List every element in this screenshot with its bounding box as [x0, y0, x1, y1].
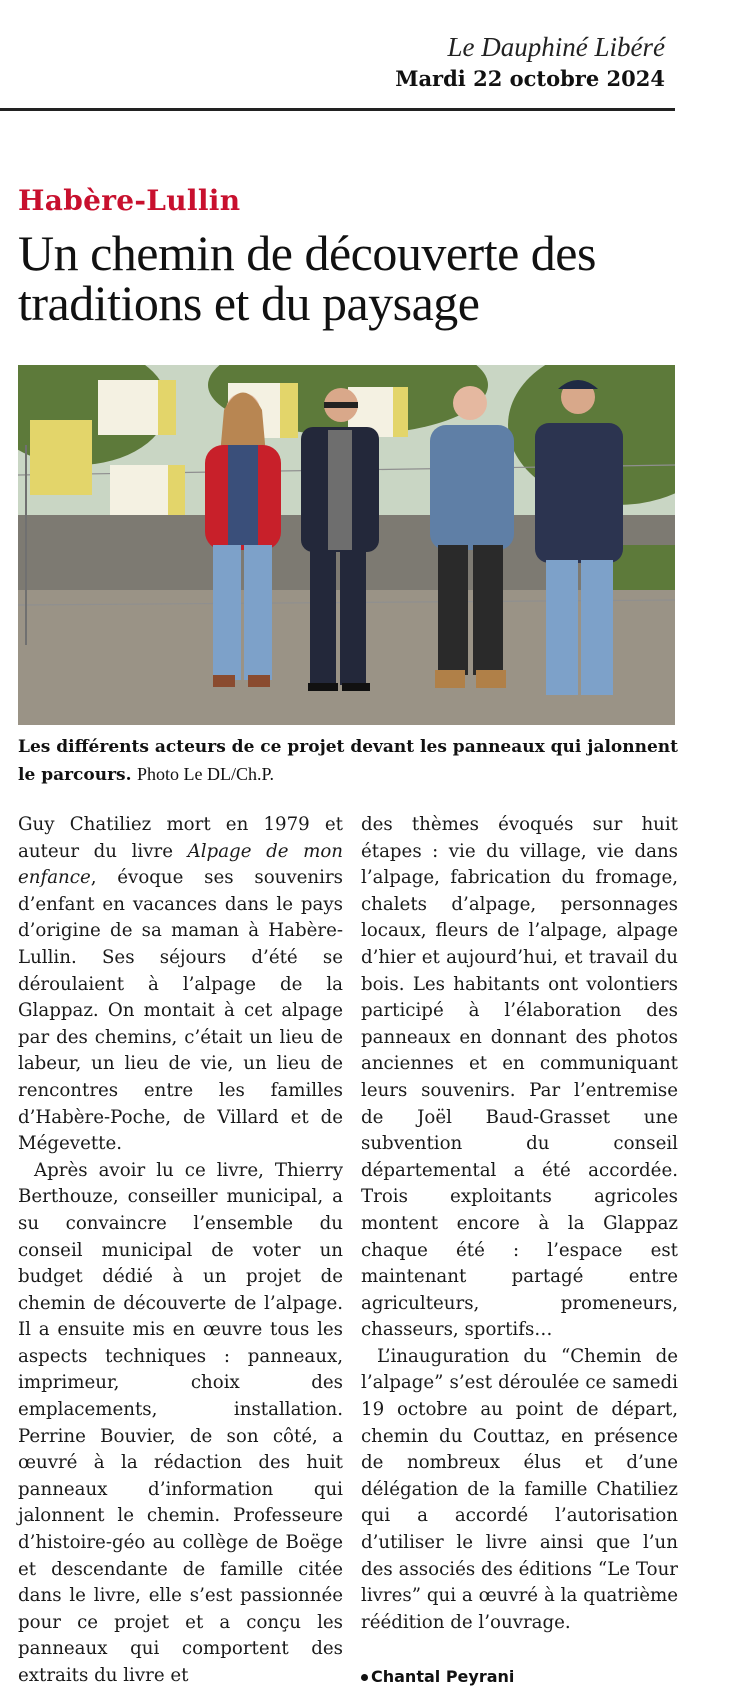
caption-text: Les différents acteurs de ce projet devant les panneaux qui jalonnent le parcours.	[18, 737, 679, 785]
article-column-left	[18, 812, 343, 1690]
book-title: Alpage de mon enfance	[18, 840, 343, 889]
author-signature	[361, 1667, 514, 1686]
article-photo	[18, 365, 675, 725]
photo-caption	[18, 734, 678, 789]
newspaper-name: Le Dauphiné Libéré	[447, 32, 665, 62]
paragraph-4: L’inauguration du “Chemin de l’alpage” s’est déroulée ce samedi 19 octobre au point de départ, chemin du Couttaz, en présence de nombreux élus et d’une délégation de la famille Chatiliez qui a accordé l’autorisation d’utiliser le livre ainsi que l’un des associés des éditions “Le Tour livres” qui a œuvré à la quatrième réédition de l’ouvrage.	[361, 1345, 678, 1633]
author-name: Chantal Peyrani	[371, 1667, 515, 1686]
bullet-icon	[361, 1674, 368, 1681]
article-column-right	[361, 812, 678, 1636]
article-kicker: Habère-Lullin	[18, 184, 241, 217]
paragraph-1-start: Guy Chatiliez mort en 1979 et auteur du livre	[18, 814, 343, 862]
photo-credit: Photo Le DL/Ch.P.	[136, 764, 274, 784]
photo-illustration	[18, 365, 675, 725]
paragraph-1	[18, 812, 343, 1158]
article-headline: Un chemin de découverte des traditions et du paysage	[18, 225, 596, 331]
issue-date: Mardi 22 octobre 2024	[395, 66, 665, 91]
paragraph-2: Après avoir lu ce livre, Thierry Berthouze, conseiller municipal, a su convaincre l’ensemble du conseil municipal de voter un budget dédié à un projet de chemin de découverte de l’alpage. Il a ensuite mis en œuvre tous les aspects techniques : panneaux, imprimeur, choix des emplacements, installation. Perrine Bouvier, de son côté, a œuvré à la rédaction des huit panneaux d’information qui jalonnent le chemin. Professeure d’histoire-géo au collège de Boëge et descendante de famille citée dans le livre, elle s’est passionnée pour ce projet et a conçu les panneaux qui comportent des extraits du livre et	[18, 1159, 343, 1686]
paragraph-1-end: , évoque ses souvenirs d’enfant en vacances dans le pays d’origine de sa maman à Habère-Lullin. Ses séjours d’été se déroulaient à l’alpage de la Glappaz. On montait à cet alpage par des chemins, c’était un lieu de labeur, un lieu de vie, un lieu de rencontres entre les familles d’Habère-Poche, de Villard et de Mégevette.	[18, 867, 343, 1155]
paragraph-3: des thèmes évoqués sur huit étapes : vie du village, vie dans l’alpage, fabrication du fromage, chalets d’alpage, personnages locaux, fleurs de l’alpage, alpage d’hier et aujourd’hui, et travail du bois. Les habitants ont volontiers participé à l’élaboration des panneaux en donnant des photos anciennes et en communiquant leurs souvenirs. Par l’entremise de Joël Baud-Grasset une subvention du conseil départemental a été accordée. Trois exploitants agricoles montent encore à la Glappaz chaque été : l’espace est maintenant partagé entre agriculteurs, promeneurs, chasseurs, sportifs…	[361, 814, 678, 1341]
masthead	[395, 30, 665, 94]
masthead-rule	[0, 108, 675, 111]
